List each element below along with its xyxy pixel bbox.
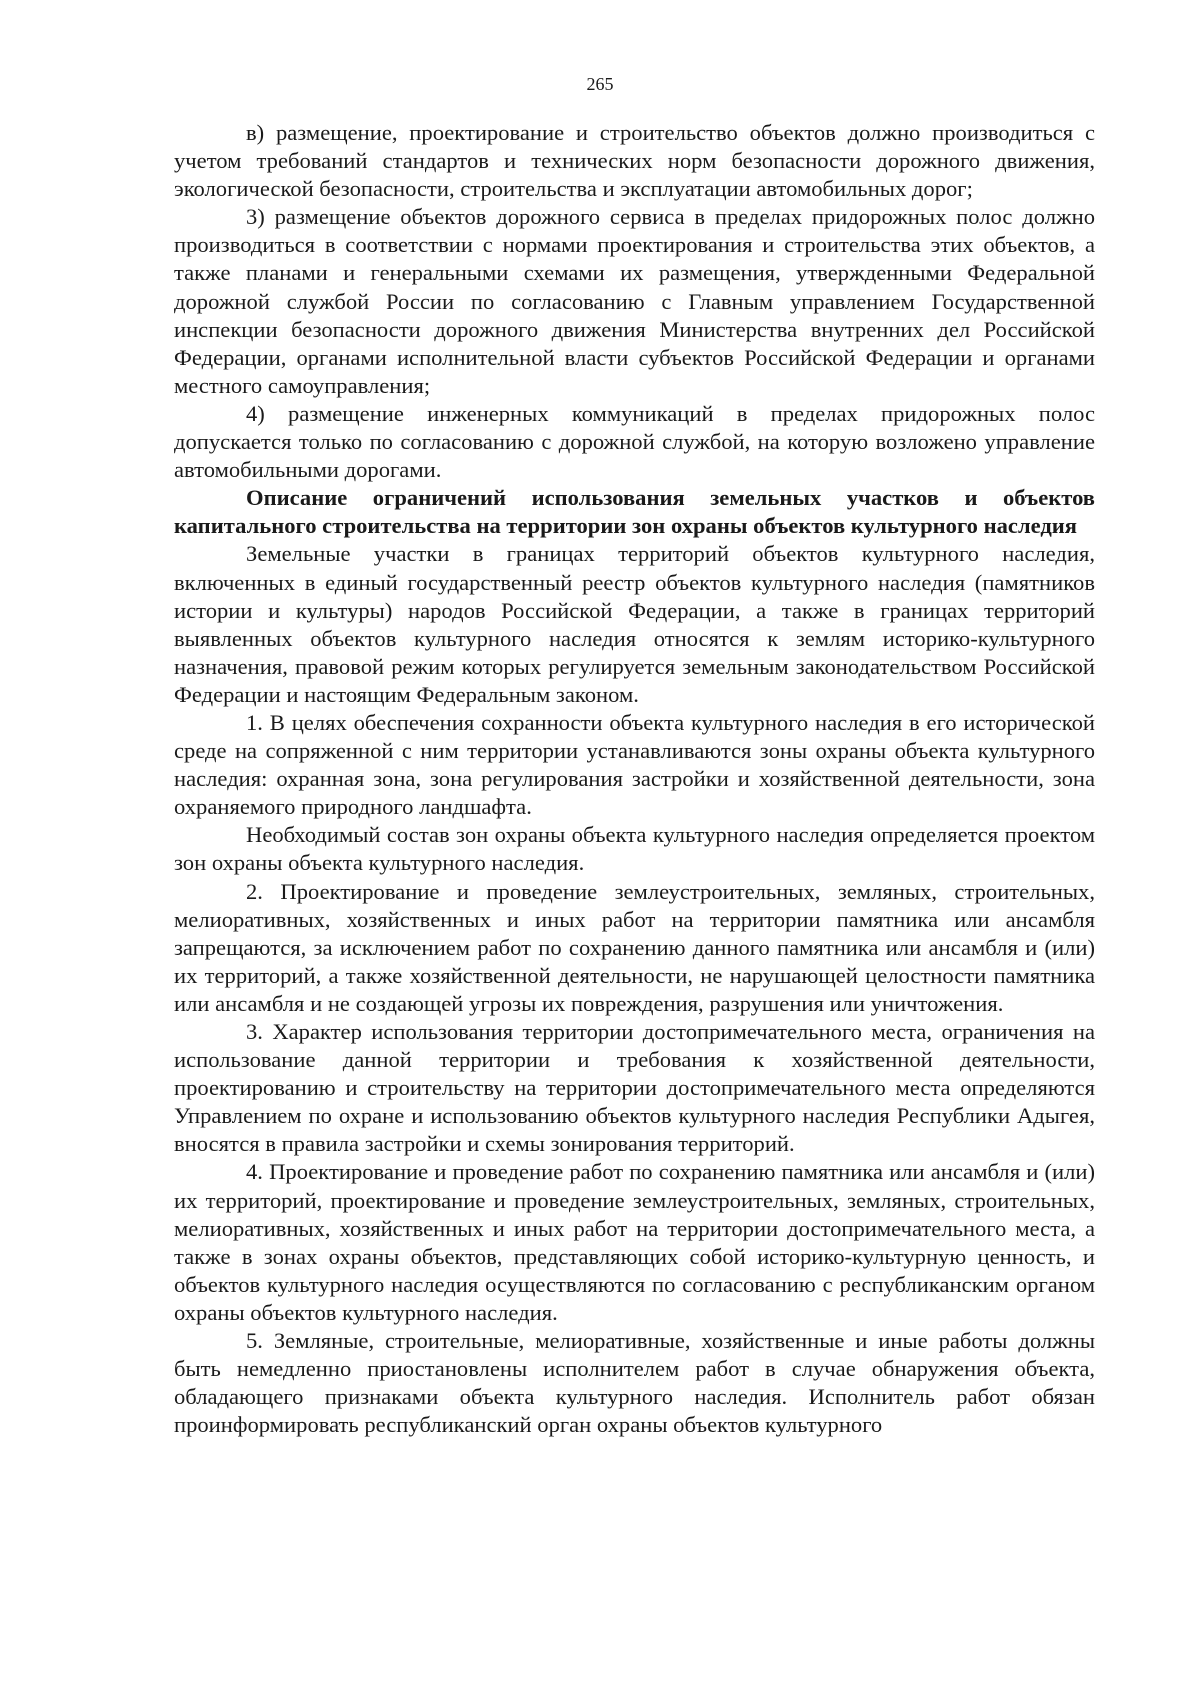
paragraph-item-v: в) размещение, проектирование и строительство объектов должно производиться с учетом требований стандартов и технических норм безопасности дорожного движения, экологической безопасности, строительства и эксплуатации автомобильных дорог; bbox=[174, 120, 1095, 202]
paragraph-item-3: 3) размещение объектов дорожного сервиса в пределах придорожных полос должно производиться в соответствии с нормами проектирования и строительства этих объектов, а также планами и генеральными схемами их размещения, утвержденными Федеральной дорожной службой России по согласованию с Главным управлением Государственной инспекции безопасности дорожного движения Министерства внутренних дел Российской Федерации, органами исполнительной власти субъектов Российской Федерации и органами местного самоуправления; bbox=[174, 204, 1095, 398]
paragraph-clause-3: 3. Характер использования территории достопримечательного места, ограничения на использование данной территории и требования к хозяйственной деятельности, проектированию и строительству на территории достопримечательного места определяются Управлением по охране и использованию объектов культурного наследия Республики Адыгея, вносятся в правила застройки и схемы зонирования территорий. bbox=[174, 1019, 1095, 1157]
section-heading: Описание ограничений использования земельных участков и объектов капитального строительства на территории зон охраны объектов культурного наследия bbox=[174, 485, 1095, 539]
paragraph-land-plots: Земельные участки в границах территорий объектов культурного наследия, включенных в единый государственный реестр объектов культурного наследия (памятников истории и культуры) народов Российской Федерации, а также в границах территорий выявленных объектов культурного наследия относятся к землям историко-культурного назначения, правовой режим которых регулируется земельным законодательством Российской Федерации и настоящим Федеральным законом. bbox=[174, 541, 1095, 707]
paragraph-zone-composition: Необходимый состав зон охраны объекта культурного наследия определяется проектом зон охраны объекта культурного наследия. bbox=[174, 822, 1095, 876]
page-number: 265 bbox=[586, 74, 614, 94]
paragraph-clause-2: 2. Проектирование и проведение землеустроительных, земляных, строительных, мелиоративных, хозяйственных и иных работ на территории памятника или ансамбля запрещаются, за исключением работ по сохранению данного памятника или ансамбля и (или) их территорий, а также хозяйственной деятельности, не нарушающей целостности памятника или ансамбля и не создающей угрозы их повреждения, разрушения или уничтожения. bbox=[174, 878, 1095, 1016]
document-body bbox=[174, 119, 1095, 1439]
paragraph-item-4: 4) размещение инженерных коммуникаций в пределах придорожных полос допускается только по согласованию с дорожной службой, на которую возложено управление автомобильными дорогами. bbox=[174, 400, 1095, 483]
paragraph-clause-5: 5. Земляные, строительные, мелиоративные, хозяйственные и иные работы должны быть немедленно приостановлены исполнителем работ в случае обнаружения объекта, обладающего признаками объекта культурного наследия. Исполнитель работ обязан проинформировать республиканский орган охраны объектов культурного bbox=[174, 1328, 1095, 1438]
paragraph-clause-1: 1. В целях обеспечения сохранности объекта культурного наследия в его исторической среде на сопряженной с ним территории устанавливаются зоны охраны объекта культурного наследия: охранная зона, зона регулирования застройки и хозяйственной деятельности, зона охраняемого природного ландшафта. bbox=[174, 709, 1095, 820]
paragraph-clause-4: 4. Проектирование и проведение работ по сохранению памятника или ансамбля и (или) их территорий, проектирование и проведение землеустроительных, земляных, строительных, мелиоративных, хозяйственных и иных работ на территории достопримечательного места, а также в зонах охраны объектов, представляющих собой историко-культурную ценность, и объектов культурного наследия осуществляются по согласованию с республиканским органом охраны объектов культурного наследия. bbox=[174, 1159, 1095, 1325]
